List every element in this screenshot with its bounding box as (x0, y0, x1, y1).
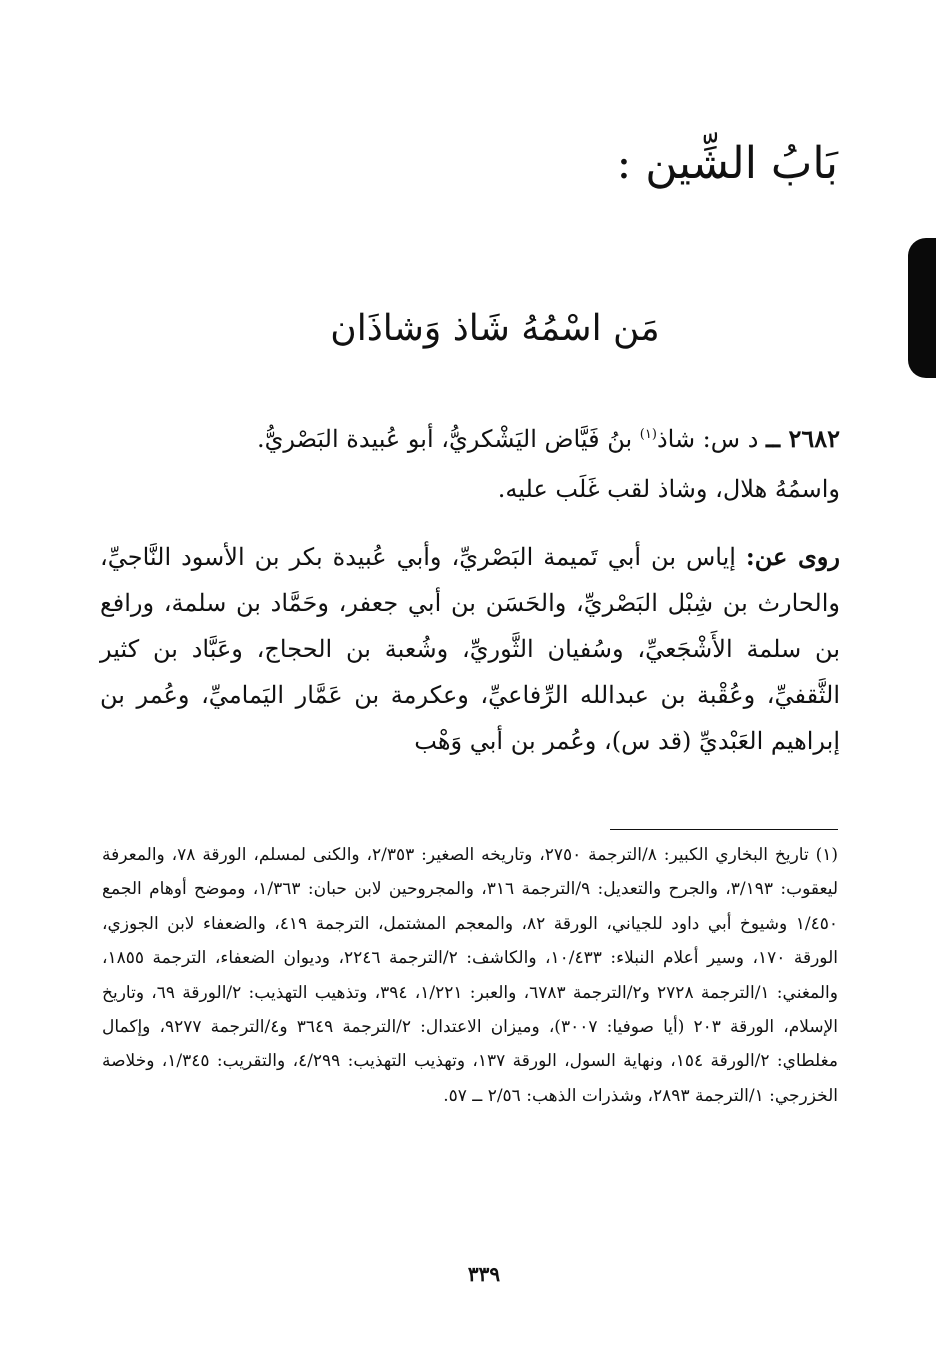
entry-name-text: بنُ فَيَّاض اليَشْكريُّ، أبو عُبيدة البَصْريُّ. (256, 425, 640, 453)
riwaya-body: إياس بن أبي تَميمة البَصْريِّ، وأبي عُبيدة بكر بن الأسود النَّاجيِّ، والحارث بن شِبْل البَصْريِّ، والحَسَن بن أبي جعفر، وحَمَّاد بن سلمة، ورافع بن سلمة الأَشْجَعيِّ، وسُفيان الثَّوريِّ، وشُعبة بن الحجاج، وعَبَّاد بن كثير الثَّقفيِّ، وعُقْبة بن عبدالله الرِّفاعيِّ، وعكرمة بن عَمَّار اليَماميِّ، وعُمر بن إبراهيم العَبْديِّ (قد س)، وعُمر بن أبي وَهْب (100, 543, 840, 755)
footnote-reference: (١) (639, 427, 657, 442)
biography-entry (100, 410, 840, 514)
entry-first-line (100, 410, 840, 464)
page-number: ٣٣٩ (467, 1262, 501, 1286)
footnotes (102, 838, 838, 1113)
footnote-1: (١) تاريخ البخاري الكبير: ٨/الترجمة ٢٧٥٠، وتاريخه الصغير: ٢/٣٥٣، والكنى لمسلم، الورقة ٧٨، والمعرفة ليعقوب: ٣/١٩٣، والجرح والتعديل: ٩/الترجمة ٣١٦، والمجروحين لابن حبان: ١/٣٦٣، وموضح أوهام الجمع ١/٤٥٠ وشيوخ أبي داود للجياني، الورقة ٨٢، والمعجم المشتمل، الترجمة ٤١٩، والضعفاء لابن الجوزي، الورقة ١٧٠، وسير أعلام النبلاء: ١٠/٤٣٣، والكاشف: ٢/الترجمة ٢٢٤٦، وديوان الضعفاء، الترجمة ١٨٥٥، والمغني: ١/الترجمة ٢٧٢٨ و٢/الترجمة ٦٧٨٣، والعبر: ١/٢٢١، ٣٩٤، وتذهيب التهذيب: ٢/الورقة ٦٩، وتاريخ الإسلام، الورقة ٢٠٣ (أيا صوفيا: ٣٠٠٧)، وميزان الاعتدال: ٢/الترجمة ٣٦٤٩ و٤/الترجمة ٩٢٧٧، وإكمال مغلطاي: ٢/الورقة ١٥٤، ونهاية السول، الورقة ١٣٧، وتهذيب التهذيب: ٤/٢٩٩، والتقريب: ١/٣٤٥، وخلاصة الخزرجي: ١/الترجمة ٢٨٩٣، وشذرات الذهب: ٢/٥٦ ــ ٥٧. (102, 845, 839, 1106)
entry-number: ٢٦٨٢ ــ (766, 424, 840, 453)
riwaya-text (100, 534, 840, 764)
footnote-divider (610, 829, 838, 830)
chapter-title: بَابُ الشِّين : (616, 138, 838, 189)
section-title: مَن اسْمُهُ شَاذ وَشاذَان (330, 308, 660, 349)
entry-second-line: واسمُهُ هلال، وشاذ لقب غَلَب عليه. (497, 475, 840, 503)
entry-heading: د س: شاذ (656, 425, 767, 453)
narrated-from-paragraph (100, 534, 840, 764)
riwaya-label: روى عن: (745, 542, 840, 571)
